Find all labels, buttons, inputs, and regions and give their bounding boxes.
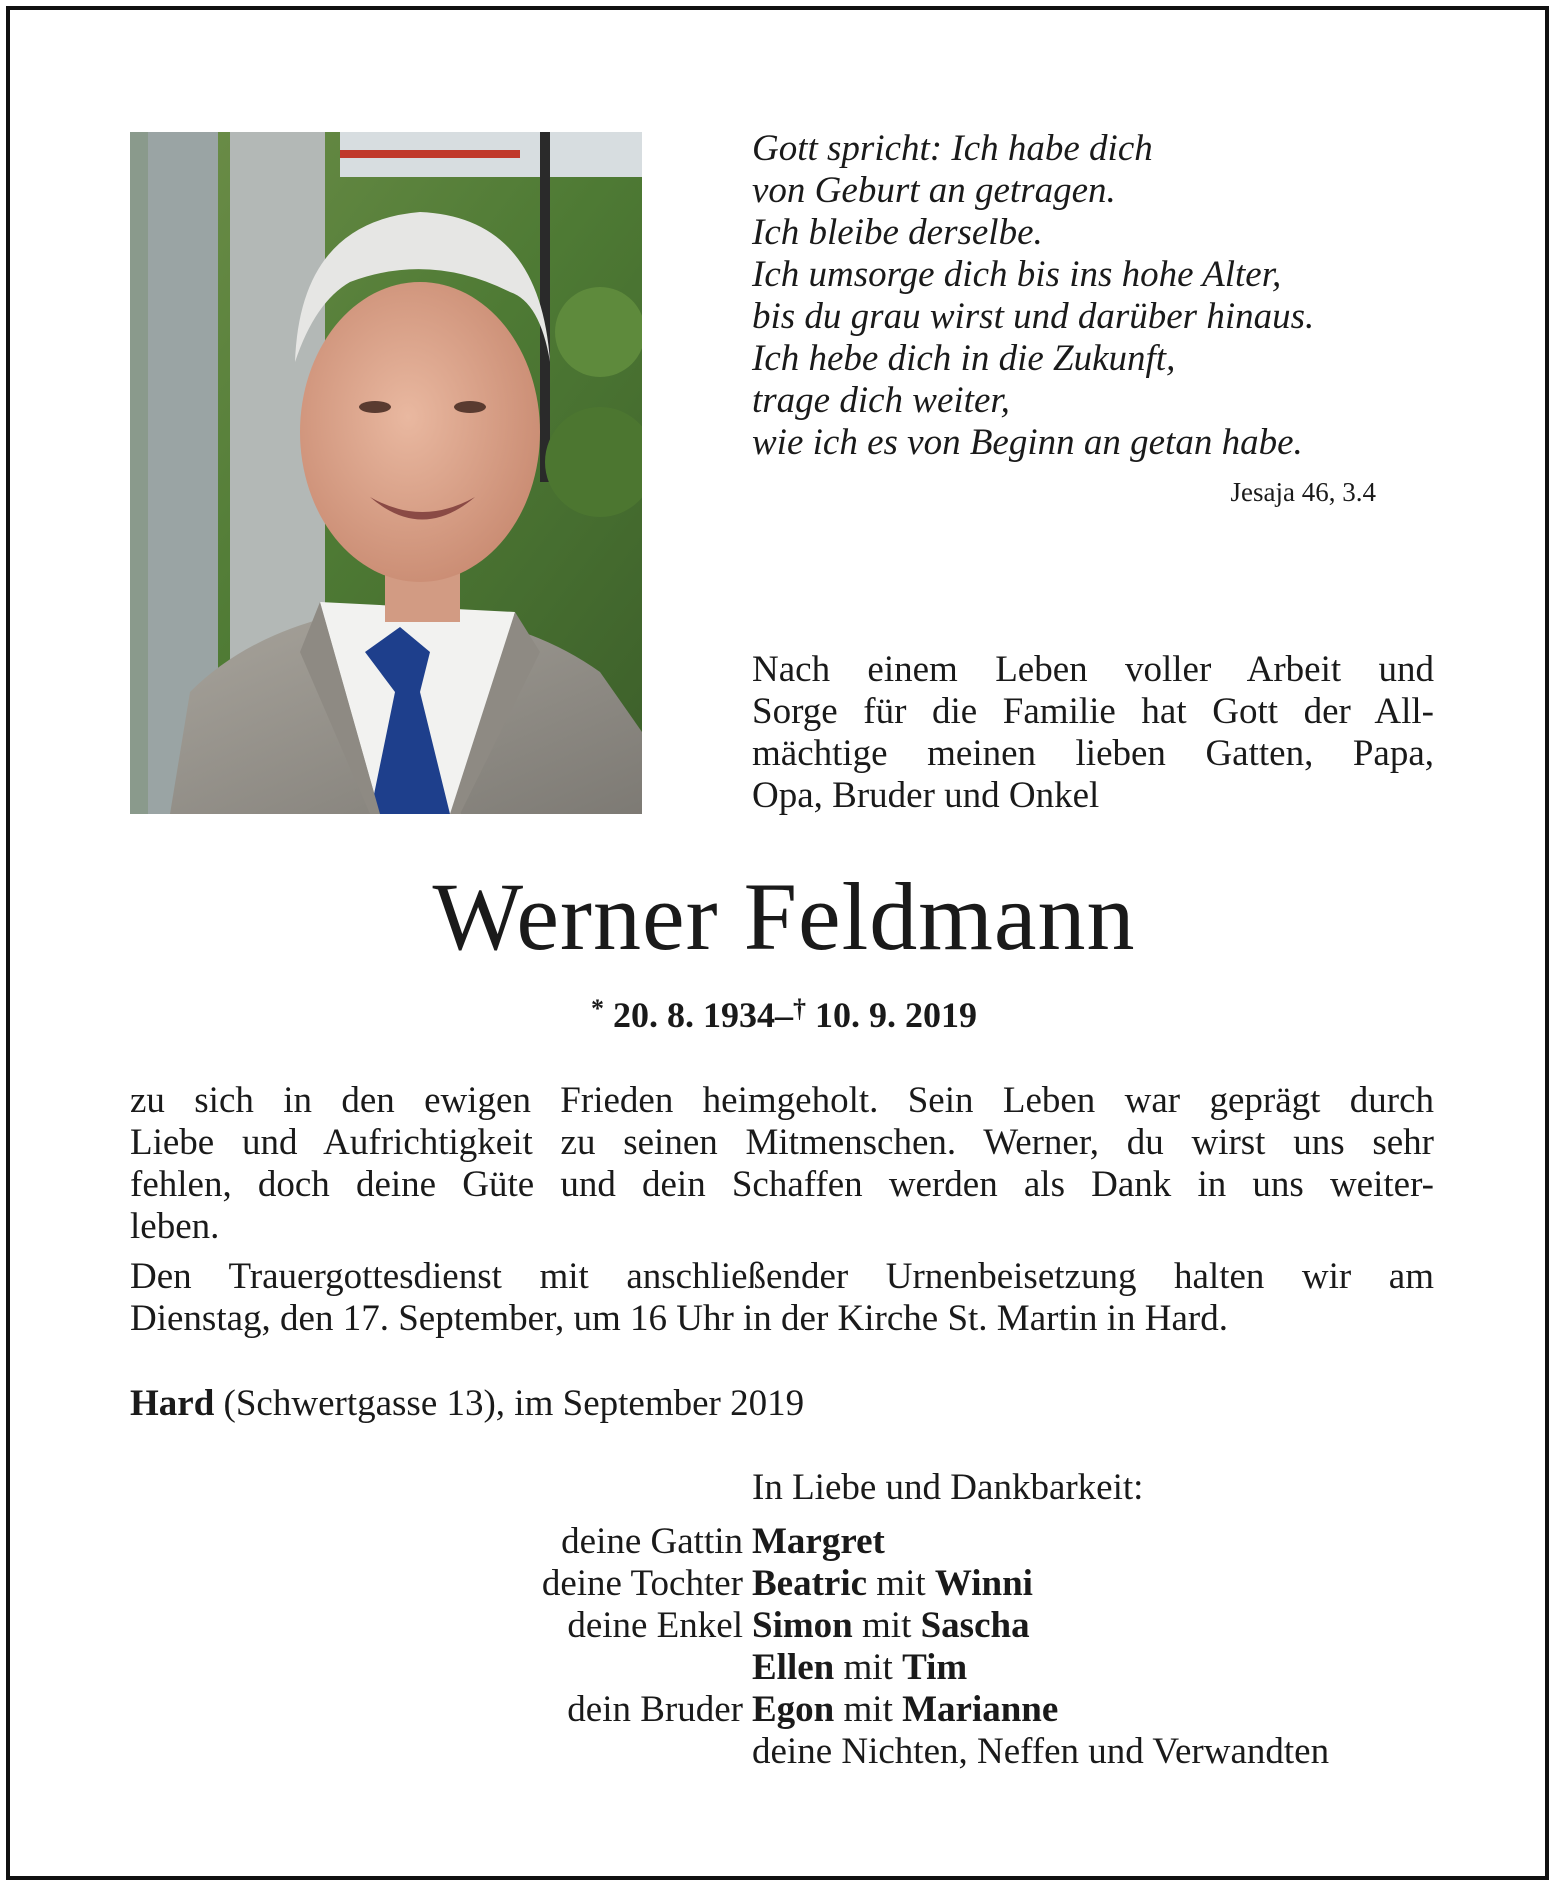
family-last-line: deine Nichten, Neffen und Verwandten (752, 1731, 1330, 1772)
family-name: Marianne (902, 1689, 1059, 1730)
family-row (0, 1647, 1568, 1689)
obituary-body (130, 1080, 1434, 1340)
family-row (0, 1563, 1568, 1605)
body-paragraph-1 (130, 1080, 1434, 1248)
family-name: Egon (752, 1689, 835, 1730)
life-dates (0, 994, 1568, 1036)
family-relation: deine Tochter (541, 1563, 743, 1604)
verse-line: von Geburt an getragen. (752, 170, 1116, 211)
birth-mark: * (591, 994, 604, 1023)
family-relation: deine Gattin (561, 1521, 743, 1562)
family-connector: mit (843, 1647, 893, 1688)
place-rest: (Schwertgasse 13), im September 2019 (214, 1383, 805, 1424)
bible-verse (752, 128, 1412, 464)
birth-date: 20. 8. 1934 (613, 995, 775, 1035)
family-row (0, 1689, 1568, 1731)
body-line: zu sich in den ewigen Frieden heimgeholt. Sein Leben war geprägt durch (130, 1080, 1434, 1121)
family-row (0, 1521, 1568, 1563)
intro-text (752, 649, 1434, 817)
place-and-date (130, 1383, 804, 1425)
family-list (0, 1521, 1568, 1773)
place-town: Hard (130, 1383, 215, 1424)
date-separator: – (775, 995, 793, 1035)
family-name: Tim (902, 1647, 968, 1688)
body-line: Dienstag, den 17. September, um 16 Uhr in der Kirche St. Martin in Hard. (130, 1298, 1229, 1339)
verse-line: trage dich weiter, (752, 380, 1010, 421)
family-name: Winni (934, 1563, 1033, 1604)
family-name: Ellen (752, 1647, 835, 1688)
family-row (0, 1605, 1568, 1647)
family-name: Sascha (920, 1605, 1030, 1646)
closing-phrase: In Liebe und Dankbarkeit: (752, 1467, 1144, 1508)
verse-reference: Jesaja 46, 3.4 (1230, 477, 1376, 507)
verse-line: Ich bleibe derselbe. (752, 212, 1043, 253)
body-line: fehlen, doch deine Güte und dein Schaffen werden als Dank in uns weiter- (130, 1164, 1434, 1205)
deceased-name: Werner Feldmann (432, 863, 1136, 970)
family-connector: mit (843, 1689, 893, 1730)
family-names (752, 1605, 1030, 1647)
verse-line: Ich hebe dich in die Zukunft, (752, 338, 1176, 379)
verse-line: bis du grau wirst und darüber hinaus. (752, 296, 1315, 337)
verse-line: wie ich es von Beginn an getan habe. (752, 422, 1303, 463)
intro-line: Sorge für die Familie hat Gott der All- (752, 691, 1434, 732)
body-line: Liebe und Aufrichtigkeit zu seinen Mitmenschen. Werner, du wirst uns sehr (130, 1122, 1434, 1163)
portrait-photo (130, 132, 642, 814)
body-paragraph-2 (130, 1256, 1434, 1340)
family-names (752, 1647, 967, 1689)
portrait-illustration (130, 132, 642, 814)
death-date: 10. 9. 2019 (815, 995, 977, 1035)
verse-line: Ich umsorge dich bis ins hohe Alter, (752, 254, 1282, 295)
family-names (752, 1689, 1058, 1731)
family-name: Beatric (752, 1563, 868, 1604)
verse-line: Gott spricht: Ich habe dich (752, 128, 1153, 169)
intro-line: Nach einem Leben voller Arbeit und (752, 649, 1434, 690)
family-row (0, 1731, 1568, 1773)
death-mark: † (793, 994, 806, 1023)
family-connector: mit (862, 1605, 912, 1646)
intro-line: Opa, Bruder und Onkel (752, 775, 1100, 816)
family-names (752, 1563, 1033, 1605)
body-line: leben. (130, 1206, 220, 1247)
family-relation: deine Enkel (567, 1605, 743, 1646)
family-connector: mit (876, 1563, 926, 1604)
family-relation: dein Bruder (567, 1689, 743, 1730)
family-name: Margret (752, 1521, 885, 1562)
family-names (752, 1521, 885, 1563)
intro-line: mächtige meinen lieben Gatten, Papa, (752, 733, 1434, 774)
body-line: Den Trauergottesdienst mit anschließender Urnenbeisetzung halten wir am (130, 1256, 1434, 1297)
family-name: Simon (752, 1605, 853, 1646)
